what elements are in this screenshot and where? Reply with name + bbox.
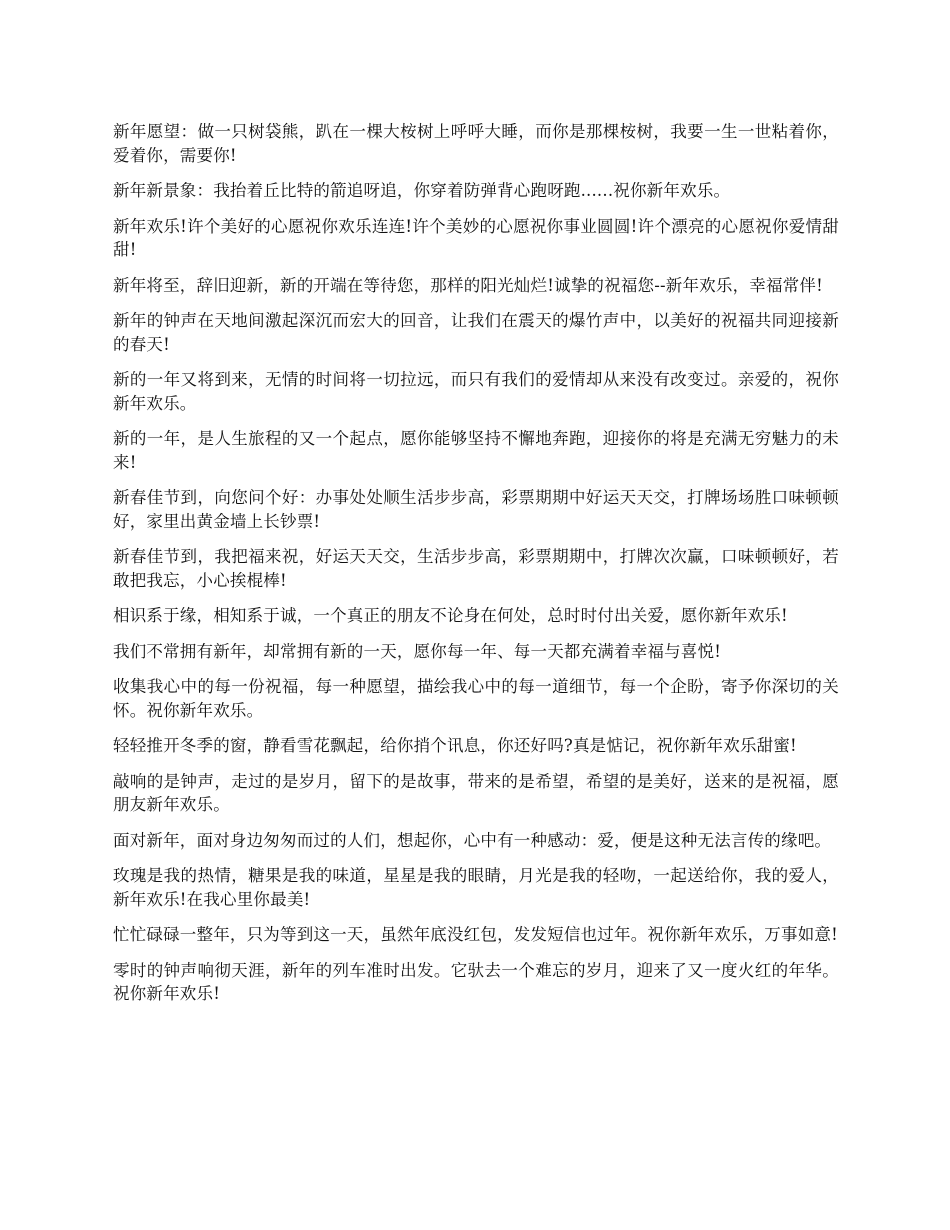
paragraph-15: 面对新年，面对身边匆匆而过的人们，想起你，心中有一种感动：爱，便是这种无法言传的缘吧。 (113, 830, 832, 850)
paragraph-17: 忙忙碌碌一整年，只为等到这一天，虽然年底没红包，发发短信也过年。祝你新年欢乐，万事如意! (113, 925, 838, 944)
paragraph-7: 新的一年，是人生旅程的又一个起点，愿你能够坚持不懈地奔跑，迎接你的将是充满无穷魅力的未来! (113, 429, 839, 472)
paragraph-3: 新年欢乐!许个美好的心愿祝你欢乐连连!许个美妙的心愿祝你事业圆圆!许个漂亮的心愿祝你爱情甜甜! (113, 216, 839, 259)
paragraph-13: 轻轻推开冬季的窗，静看雪花飘起，给你捎个讯息，你还好吗?真是惦记，祝你新年欢乐甜蜜! (113, 736, 797, 755)
paragraph-14: 敲响的是钟声，走过的是岁月，留下的是故事，带来的是希望，希望的是美好，送来的是祝福，愿朋友新年欢乐。 (113, 771, 839, 814)
paragraph-18: 零时的钟声响彻天涯，新年的列车准时出发。它驮去一个难忘的岁月，迎来了又一度火红的年华。祝你新年欢乐! (113, 960, 839, 1003)
paragraph-4: 新年将至，辞旧迎新，新的开端在等待您，那样的阳光灿烂!诚挚的祝福您--新年欢乐，幸福常伴! (113, 275, 823, 295)
paragraph-10: 相识系于缘，相知系于诚，一个真正的朋友不论身在何处，总时时付出关爱，愿你新年欢乐! (113, 606, 788, 625)
paragraph-6: 新的一年又将到来，无情的时间将一切拉远，而只有我们的爱情却从来没有改变过。亲爱的，祝你新年欢乐。 (113, 370, 839, 413)
paragraph-5: 新年的钟声在天地间激起深沉而宏大的回音，让我们在震天的爆竹声中，以美好的祝福共同迎接新的春天! (113, 311, 839, 354)
paragraph-8: 新春佳节到，向您问个好：办事处处顺生活步步高，彩票期期中好运天天交，打牌场场胜口味顿顿好，家里出黄金墙上长钞票! (113, 488, 839, 531)
paragraph-11: 我们不常拥有新年，却常拥有新的一天，愿你每一年、每一天都充满着幸福与喜悦! (113, 641, 722, 661)
paragraph-9: 新春佳节到，我把福来祝，好运天天交，生活步步高，彩票期期中，打牌次次赢，口味顿顿好，若敢把我忘，小心挨棍棒! (113, 547, 839, 590)
paragraph-2: 新年新景象：我抬着丘比特的箭追呀追，你穿着防弹背心跑呀跑......祝你新年欢乐。 (113, 181, 731, 200)
paragraph-16: 玫瑰是我的热情，糖果是我的味道，星星是我的眼睛，月光是我的轻吻，一起送给你，我的爱人，新年欢乐!在我心里你最美! (113, 866, 839, 909)
document-body (113, 120, 839, 1018)
paragraph-1: 新年愿望：做一只树袋熊，趴在一棵大桉树上呼呼大睡，而你是那棵桉树，我要一生一世粘着你，爱着你，需要你! (113, 122, 839, 165)
paragraph-12: 收集我心中的每一份祝福，每一种愿望，描绘我心中的每一道细节，每一个企盼，寄予你深切的关怀。祝你新年欢乐。 (113, 677, 839, 720)
